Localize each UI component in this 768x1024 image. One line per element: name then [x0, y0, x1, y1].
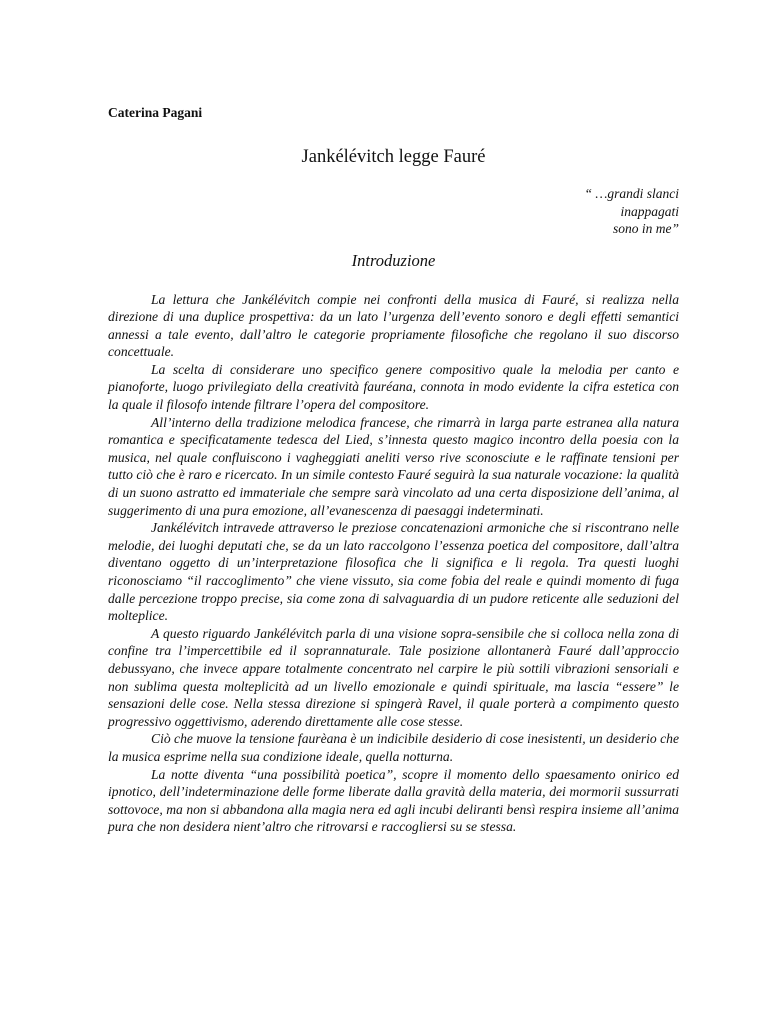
paragraph: La lettura che Jankélévitch compie nei confronti della musica di Fauré, si realizza nella direzione di una duplice prospettiva: da un lato l’urgenza dell’evento sonoro e degli effetti semantici annessi a tale evento, dall’altro le categorie propriamente filosofiche che regolano il suo discorso concettuale. [108, 291, 679, 360]
paragraph: A questo riguardo Jankélévitch parla di una visione sopra-sensibile che si colloca nella zona di confine tra l’impercettibile ed il soprannaturale. Tale posizione allontanerà Fauré dall’approccio debussyano, che invece appare totalmente concentrato nel carpire le più sottili vibrazioni sensoriali e non sublima questa molteplicità ad un livello emozionale e quindi spirituale, ma lascia “essere” le sensazioni delle cose. Nella stessa direzione si spingerà Ravel, il quale porterà a compimento questo progressivo oggettivismo, aderendo direttamente alle cose stesse. [108, 625, 679, 729]
paragraph: All’interno della tradizione melodica francese, che rimarrà in larga parte estranea alla natura romantica e specificatamente tedesca del Lied, s’innesta questo magico incontro della poesia con la musica, nel quale confluiscono i vagheggiati aneliti verso rive sconosciute e le raffinate tensioni per tutto ciò che è raro e ricercato. In un simile contesto Fauré seguirà la sua naturale vocazione: la qualità di un suono astratto ed immateriale che sempre sarà vincolato ad una certa disposizione dell’anima, al suggerimento di una pura emozione, all’evanescenza di paesaggi indeterminati. [108, 414, 679, 518]
section-heading: Introduzione [351, 250, 436, 270]
document-page [108, 104, 679, 836]
author-name: Caterina Pagani [108, 105, 203, 120]
paragraph: Ciò che muove la tensione faurèana è un indicibile desiderio di cose inesistenti, un desiderio che la musica esprime nella sua condizione ideale, quella notturna. [108, 731, 679, 764]
document-title: Jankélévitch legge Fauré [301, 147, 486, 167]
paragraph: La scelta di considerare uno specifico genere compositivo quale la melodia per canto e pianoforte, luogo privilegiato della creatività fauréana, connota in modo evidente la cifra estetica con la quale il filosofo intende filtrare l’opera del compositore. [108, 361, 679, 413]
paragraph: Jankélévitch intravede attraverso le preziose concatenazioni armoniche che si riscontrano nelle melodie, dei luoghi deputati che, se da un lato raccolgono l’essenza poetica del compositore, dall’altra diventano oggetto di un’interpretazione filosofica che li significa e li regola. Tra questi luoghi riconosciamo “il raccoglimento” che viene vissuto, sia come fobia del reale e quindi momento di fuga dalle percezione troppo precise, sia come zona di salvaguardia di un pudore reticente alle seduzioni del molteplice. [108, 520, 679, 624]
epigraph-line: “ …grandi slanci [584, 186, 679, 201]
body-text [108, 291, 679, 836]
paragraph: La notte diventa “una possibilità poetica”, scopre il momento dello spaesamento onirico ed ipnotico, dell’indeterminazione delle forme liberate dalla gravità della materia, dei mormorii sussurrati sottovoce, ma non si abbandona alla magia nera ed agli incubi deliranti bensì respira insieme all’anima pura che non desidera nient’altro che ritrovarsi e raccogliersi su se stessa. [108, 766, 679, 835]
epigraph [108, 185, 679, 238]
epigraph-line: sono in me” [612, 221, 679, 236]
epigraph-line: inappagati [620, 203, 679, 219]
